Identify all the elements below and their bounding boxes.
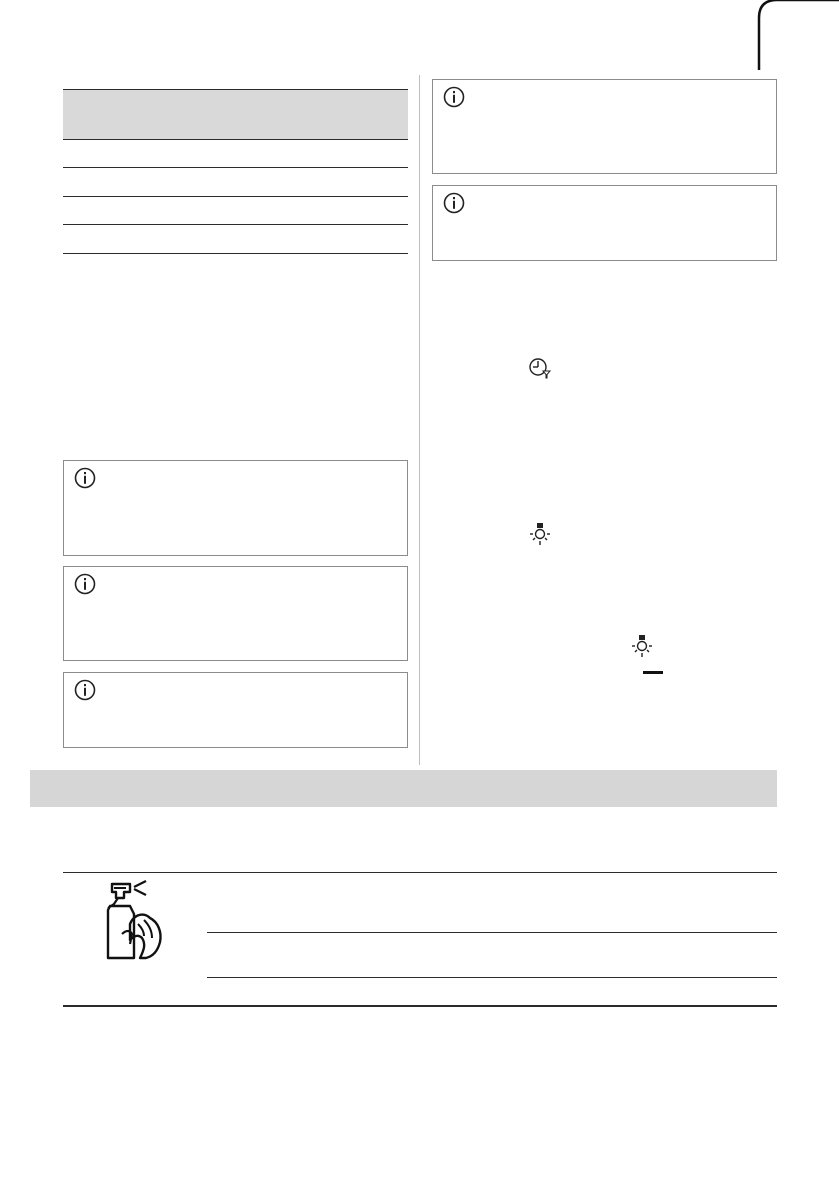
cleaning-table-row-rule [207, 932, 777, 933]
info-icon [74, 573, 96, 595]
info-note [63, 566, 408, 661]
info-icon [74, 679, 96, 701]
column-divider [419, 75, 420, 765]
table-row [63, 253, 408, 254]
spray-cleaning-icon [100, 878, 168, 962]
info-note [63, 460, 408, 556]
page-corner-mark [757, 0, 839, 70]
table-row [63, 167, 408, 168]
info-note [432, 79, 777, 174]
table-row [63, 224, 408, 225]
light-icon [630, 634, 654, 658]
table-header-rule [63, 139, 408, 140]
cleaning-table-bottom-rule [63, 1005, 777, 1007]
section-header-bar [30, 770, 777, 807]
cleaning-table-row-rule [207, 977, 777, 978]
light-icon [528, 522, 552, 546]
table-header [63, 90, 408, 139]
info-icon [443, 192, 465, 214]
info-icon [74, 467, 96, 489]
table-row [63, 196, 408, 197]
table-top-rule [63, 89, 408, 90]
info-note [63, 672, 408, 748]
timer-filter-icon [528, 357, 554, 379]
info-note [432, 185, 777, 261]
minus-icon [643, 671, 663, 674]
cleaning-table-top-rule [63, 872, 777, 873]
info-icon [443, 86, 465, 108]
